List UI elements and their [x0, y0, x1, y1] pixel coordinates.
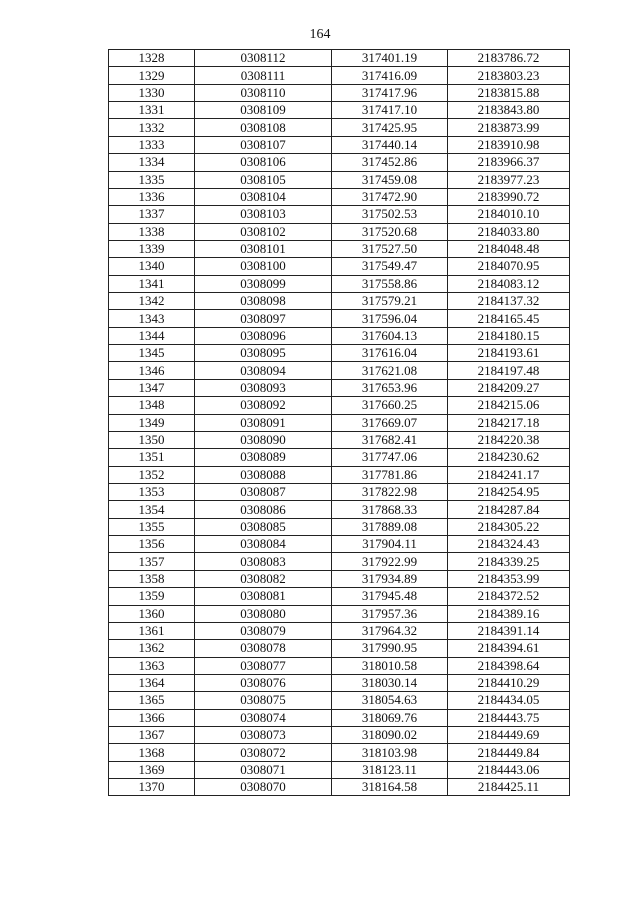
x-coordinate-cell: 317653.96 — [332, 379, 448, 396]
x-coordinate-cell: 317990.95 — [332, 640, 448, 657]
x-coordinate-cell: 317682.41 — [332, 431, 448, 448]
x-coordinate-cell: 317502.53 — [332, 206, 448, 223]
point-number-cell: 1370 — [109, 779, 195, 796]
code-cell: 0308092 — [195, 397, 332, 414]
code-cell: 0308102 — [195, 223, 332, 240]
x-coordinate-cell: 317868.33 — [332, 501, 448, 518]
x-coordinate-cell: 317416.09 — [332, 67, 448, 84]
code-cell: 0308104 — [195, 188, 332, 205]
table-row — [109, 345, 570, 362]
y-coordinate-cell: 2184372.52 — [448, 588, 570, 605]
point-number-cell: 1355 — [109, 518, 195, 535]
code-cell: 0308088 — [195, 466, 332, 483]
y-coordinate-cell: 2184215.06 — [448, 397, 570, 414]
table-row — [109, 674, 570, 691]
x-coordinate-cell: 317520.68 — [332, 223, 448, 240]
x-coordinate-cell: 317596.04 — [332, 310, 448, 327]
y-coordinate-cell: 2183966.37 — [448, 154, 570, 171]
table-row — [109, 449, 570, 466]
point-number-cell: 1331 — [109, 102, 195, 119]
table-row — [109, 657, 570, 674]
code-cell: 0308105 — [195, 171, 332, 188]
point-number-cell: 1337 — [109, 206, 195, 223]
y-coordinate-cell: 2184230.62 — [448, 449, 570, 466]
x-coordinate-cell: 317417.10 — [332, 102, 448, 119]
code-cell: 0308093 — [195, 379, 332, 396]
table-row — [109, 240, 570, 257]
x-coordinate-cell: 317621.08 — [332, 362, 448, 379]
point-number-cell: 1358 — [109, 570, 195, 587]
point-number-cell: 1347 — [109, 379, 195, 396]
table-row — [109, 761, 570, 778]
point-number-cell: 1357 — [109, 553, 195, 570]
code-cell: 0308108 — [195, 119, 332, 136]
table-row — [109, 414, 570, 431]
code-cell: 0308098 — [195, 293, 332, 310]
x-coordinate-cell: 317452.86 — [332, 154, 448, 171]
y-coordinate-cell: 2184339.25 — [448, 553, 570, 570]
code-cell: 0308106 — [195, 154, 332, 171]
table-row — [109, 136, 570, 153]
code-cell: 0308084 — [195, 536, 332, 553]
y-coordinate-cell: 2183977.23 — [448, 171, 570, 188]
code-cell: 0308107 — [195, 136, 332, 153]
y-coordinate-cell: 2184449.69 — [448, 727, 570, 744]
code-cell: 0308101 — [195, 240, 332, 257]
point-number-cell: 1367 — [109, 727, 195, 744]
y-coordinate-cell: 2184391.14 — [448, 622, 570, 639]
table-row — [109, 50, 570, 67]
table-row — [109, 483, 570, 500]
point-number-cell: 1352 — [109, 466, 195, 483]
table-row — [109, 258, 570, 275]
code-cell: 0308096 — [195, 327, 332, 344]
y-coordinate-cell: 2184165.45 — [448, 310, 570, 327]
point-number-cell: 1354 — [109, 501, 195, 518]
table-row — [109, 431, 570, 448]
table-row — [109, 327, 570, 344]
page-number: 164 — [309, 27, 331, 42]
code-cell: 0308086 — [195, 501, 332, 518]
code-cell: 0308097 — [195, 310, 332, 327]
code-cell: 0308100 — [195, 258, 332, 275]
point-number-cell: 1368 — [109, 744, 195, 761]
x-coordinate-cell: 317957.36 — [332, 605, 448, 622]
x-coordinate-cell: 317660.25 — [332, 397, 448, 414]
code-cell: 0308089 — [195, 449, 332, 466]
table-row — [109, 84, 570, 101]
point-number-cell: 1332 — [109, 119, 195, 136]
y-coordinate-cell: 2184083.12 — [448, 275, 570, 292]
y-coordinate-cell: 2184137.32 — [448, 293, 570, 310]
x-coordinate-cell: 317934.89 — [332, 570, 448, 587]
table-row — [109, 379, 570, 396]
point-number-cell: 1338 — [109, 223, 195, 240]
code-cell: 0308085 — [195, 518, 332, 535]
code-cell: 0308078 — [195, 640, 332, 657]
code-cell: 0308076 — [195, 674, 332, 691]
point-number-cell: 1365 — [109, 692, 195, 709]
point-number-cell: 1340 — [109, 258, 195, 275]
table-row — [109, 744, 570, 761]
y-coordinate-cell: 2184425.11 — [448, 779, 570, 796]
x-coordinate-cell: 317417.96 — [332, 84, 448, 101]
code-cell: 0308080 — [195, 605, 332, 622]
code-cell: 0308110 — [195, 84, 332, 101]
table-row — [109, 275, 570, 292]
x-coordinate-cell: 317822.98 — [332, 483, 448, 500]
x-coordinate-cell: 318090.02 — [332, 727, 448, 744]
point-number-cell: 1353 — [109, 483, 195, 500]
y-coordinate-cell: 2184324.43 — [448, 536, 570, 553]
table-row — [109, 310, 570, 327]
point-number-cell: 1350 — [109, 431, 195, 448]
point-number-cell: 1361 — [109, 622, 195, 639]
code-cell: 0308099 — [195, 275, 332, 292]
x-coordinate-cell: 318123.11 — [332, 761, 448, 778]
y-coordinate-cell: 2184033.80 — [448, 223, 570, 240]
table-row — [109, 466, 570, 483]
point-number-cell: 1341 — [109, 275, 195, 292]
point-number-cell: 1336 — [109, 188, 195, 205]
point-number-cell: 1366 — [109, 709, 195, 726]
point-number-cell: 1330 — [109, 84, 195, 101]
y-coordinate-cell: 2184209.27 — [448, 379, 570, 396]
table-body — [109, 50, 570, 796]
table-row — [109, 553, 570, 570]
table-row — [109, 709, 570, 726]
point-number-cell: 1335 — [109, 171, 195, 188]
x-coordinate-cell: 318103.98 — [332, 744, 448, 761]
x-coordinate-cell: 318010.58 — [332, 657, 448, 674]
point-number-cell: 1342 — [109, 293, 195, 310]
code-cell: 0308075 — [195, 692, 332, 709]
point-number-cell: 1363 — [109, 657, 195, 674]
y-coordinate-cell: 2184070.95 — [448, 258, 570, 275]
x-coordinate-cell: 317747.06 — [332, 449, 448, 466]
table-row — [109, 501, 570, 518]
table-row — [109, 536, 570, 553]
table-row — [109, 397, 570, 414]
table-row — [109, 692, 570, 709]
code-cell: 0308111 — [195, 67, 332, 84]
table-row — [109, 570, 570, 587]
x-coordinate-cell: 317604.13 — [332, 327, 448, 344]
y-coordinate-cell: 2184449.84 — [448, 744, 570, 761]
table-row — [109, 779, 570, 796]
code-cell: 0308090 — [195, 431, 332, 448]
coordinates-table — [108, 49, 570, 796]
table-row — [109, 206, 570, 223]
table-row — [109, 67, 570, 84]
point-number-cell: 1369 — [109, 761, 195, 778]
table-row — [109, 102, 570, 119]
code-cell: 0308082 — [195, 570, 332, 587]
code-cell: 0308095 — [195, 345, 332, 362]
table-row — [109, 622, 570, 639]
point-number-cell: 1339 — [109, 240, 195, 257]
y-coordinate-cell: 2184048.48 — [448, 240, 570, 257]
x-coordinate-cell: 318069.76 — [332, 709, 448, 726]
y-coordinate-cell: 2183815.88 — [448, 84, 570, 101]
point-number-cell: 1346 — [109, 362, 195, 379]
x-coordinate-cell: 317669.07 — [332, 414, 448, 431]
y-coordinate-cell: 2184217.18 — [448, 414, 570, 431]
y-coordinate-cell: 2184254.95 — [448, 483, 570, 500]
point-number-cell: 1364 — [109, 674, 195, 691]
point-number-cell: 1328 — [109, 50, 195, 67]
y-coordinate-cell: 2184241.17 — [448, 466, 570, 483]
y-coordinate-cell: 2184443.75 — [448, 709, 570, 726]
y-coordinate-cell: 2184353.99 — [448, 570, 570, 587]
table-row — [109, 119, 570, 136]
code-cell: 0308070 — [195, 779, 332, 796]
code-cell: 0308077 — [195, 657, 332, 674]
point-number-cell: 1333 — [109, 136, 195, 153]
y-coordinate-cell: 2184180.15 — [448, 327, 570, 344]
point-number-cell: 1362 — [109, 640, 195, 657]
y-coordinate-cell: 2183990.72 — [448, 188, 570, 205]
x-coordinate-cell: 317527.50 — [332, 240, 448, 257]
y-coordinate-cell: 2184220.38 — [448, 431, 570, 448]
x-coordinate-cell: 317459.08 — [332, 171, 448, 188]
y-coordinate-cell: 2184394.61 — [448, 640, 570, 657]
x-coordinate-cell: 317579.21 — [332, 293, 448, 310]
y-coordinate-cell: 2183786.72 — [448, 50, 570, 67]
x-coordinate-cell: 317922.99 — [332, 553, 448, 570]
y-coordinate-cell: 2184410.29 — [448, 674, 570, 691]
x-coordinate-cell: 317889.08 — [332, 518, 448, 535]
x-coordinate-cell: 317945.48 — [332, 588, 448, 605]
x-coordinate-cell: 318030.14 — [332, 674, 448, 691]
y-coordinate-cell: 2184010.10 — [448, 206, 570, 223]
code-cell: 0308091 — [195, 414, 332, 431]
code-cell: 0308112 — [195, 50, 332, 67]
y-coordinate-cell: 2183873.99 — [448, 119, 570, 136]
x-coordinate-cell: 318164.58 — [332, 779, 448, 796]
y-coordinate-cell: 2184305.22 — [448, 518, 570, 535]
table-row — [109, 727, 570, 744]
y-coordinate-cell: 2184398.64 — [448, 657, 570, 674]
code-cell: 0308074 — [195, 709, 332, 726]
y-coordinate-cell: 2183843.80 — [448, 102, 570, 119]
point-number-cell: 1334 — [109, 154, 195, 171]
point-number-cell: 1345 — [109, 345, 195, 362]
y-coordinate-cell: 2184193.61 — [448, 345, 570, 362]
point-number-cell: 1349 — [109, 414, 195, 431]
y-coordinate-cell: 2184287.84 — [448, 501, 570, 518]
x-coordinate-cell: 317425.95 — [332, 119, 448, 136]
table-row — [109, 362, 570, 379]
code-cell: 0308087 — [195, 483, 332, 500]
table-row — [109, 293, 570, 310]
x-coordinate-cell: 317616.04 — [332, 345, 448, 362]
table-row — [109, 188, 570, 205]
code-cell: 0308073 — [195, 727, 332, 744]
code-cell: 0308109 — [195, 102, 332, 119]
code-cell: 0308103 — [195, 206, 332, 223]
point-number-cell: 1329 — [109, 67, 195, 84]
table-row — [109, 588, 570, 605]
code-cell: 0308094 — [195, 362, 332, 379]
y-coordinate-cell: 2184197.48 — [448, 362, 570, 379]
x-coordinate-cell: 317781.86 — [332, 466, 448, 483]
x-coordinate-cell: 317558.86 — [332, 275, 448, 292]
code-cell: 0308079 — [195, 622, 332, 639]
x-coordinate-cell: 317440.14 — [332, 136, 448, 153]
y-coordinate-cell: 2183803.23 — [448, 67, 570, 84]
table-row — [109, 605, 570, 622]
point-number-cell: 1356 — [109, 536, 195, 553]
y-coordinate-cell: 2183910.98 — [448, 136, 570, 153]
x-coordinate-cell: 317401.19 — [332, 50, 448, 67]
table-row — [109, 154, 570, 171]
table-row — [109, 640, 570, 657]
x-coordinate-cell: 317904.11 — [332, 536, 448, 553]
point-number-cell: 1343 — [109, 310, 195, 327]
y-coordinate-cell: 2184434.05 — [448, 692, 570, 709]
point-number-cell: 1348 — [109, 397, 195, 414]
x-coordinate-cell: 318054.63 — [332, 692, 448, 709]
point-number-cell: 1359 — [109, 588, 195, 605]
table-row — [109, 171, 570, 188]
code-cell: 0308071 — [195, 761, 332, 778]
point-number-cell: 1360 — [109, 605, 195, 622]
x-coordinate-cell: 317472.90 — [332, 188, 448, 205]
table-row — [109, 518, 570, 535]
x-coordinate-cell: 317964.32 — [332, 622, 448, 639]
code-cell: 0308083 — [195, 553, 332, 570]
x-coordinate-cell: 317549.47 — [332, 258, 448, 275]
point-number-cell: 1344 — [109, 327, 195, 344]
point-number-cell: 1351 — [109, 449, 195, 466]
code-cell: 0308072 — [195, 744, 332, 761]
code-cell: 0308081 — [195, 588, 332, 605]
table-row — [109, 223, 570, 240]
y-coordinate-cell: 2184389.16 — [448, 605, 570, 622]
y-coordinate-cell: 2184443.06 — [448, 761, 570, 778]
